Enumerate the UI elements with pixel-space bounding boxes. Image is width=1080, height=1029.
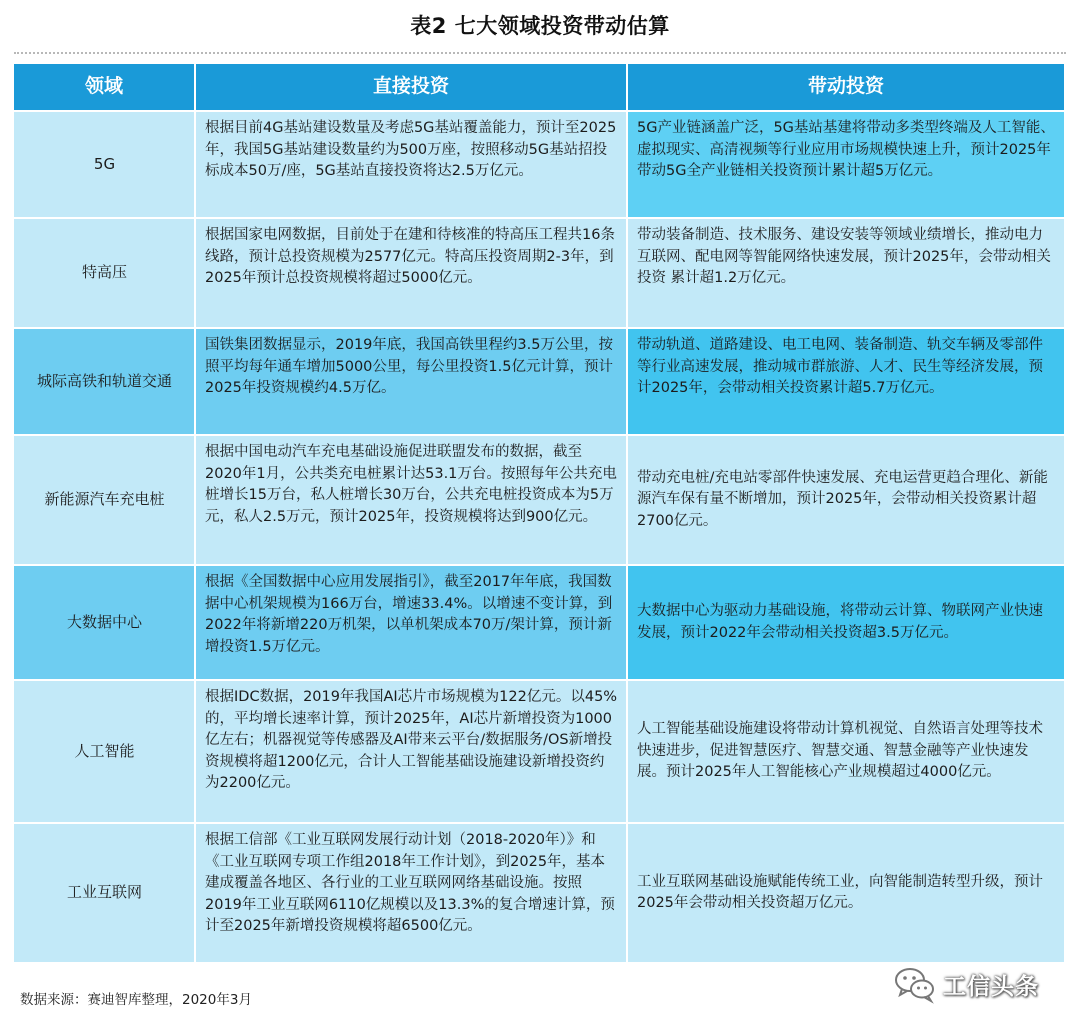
row-driven: 带动装备制造、技术服务、建设安装等领域业绩增长，推动电力互联网、配电网等智能网络快速发展，预计2025年，会带动相关投资 累计超1.2万亿元。	[628, 219, 1064, 329]
wechat-icon	[893, 964, 937, 1004]
row-direct: 国铁集团数据显示，2019年底，我国高铁里程约3.5万公里，按照平均每年通车增加5000公里，每公里投资1.5亿元计算，预计2025年投资规模约4.5万亿。	[196, 329, 628, 436]
row-driven	[628, 566, 1064, 681]
row-direct: 根据工信部《工业互联网发展行动计划（2018-2020年）》和《工业互联网专项工作组2018年工作计划》，到2025年，基本建成覆盖各地区、各行业的工业互联网网络基础设施。按照2019年工业互联网6110亿规模以及13.3%的复合增速计算，预计至2025年新增投资规模将超6500亿元。	[196, 824, 628, 964]
investment-table	[14, 64, 1064, 964]
row-field: 新能源汽车充电桩	[14, 436, 196, 566]
row-driven	[628, 436, 1064, 566]
row-field: 5G	[14, 112, 196, 219]
row-driven-text: 工业互联网基础设施赋能传统工业，向智能制造转型升级，预计2025年会带动相关投资超万亿元。	[637, 873, 1043, 911]
watermark-text: 工信头条	[943, 973, 1039, 1000]
row-direct: 根据IDC数据，2019年我国AI芯片市场规模为122亿元。以45%的，平均增长速率计算，预计2025年，AI芯片新增投资为1000亿左右；机器视觉等传感器及AI带来云平台/数据服务/OS新增投资规模将超1200亿元，合计人工智能基础设施建设新增投资约为2200亿元。	[196, 681, 628, 824]
row-direct: 根据中国电动汽车充电基础设施促进联盟发布的数据，截至2020年1月，公共类充电桩累计达53.1万台。按照每年公共充电桩增长15万台，私人桩增长30万台，公共充电桩投资成本为5万元，私人2.5万元，预计2025年，投资规模将达到900亿元。	[196, 436, 628, 566]
row-field: 城际高铁和轨道交通	[14, 329, 196, 436]
header-driven: 带动投资	[628, 64, 1064, 112]
row-field: 人工智能	[14, 681, 196, 824]
row-driven	[628, 681, 1064, 824]
row-field: 大数据中心	[14, 566, 196, 681]
row-direct: 根据目前4G基站建设数量及考虑5G基站覆盖能力，预计至2025年，我国5G基站建设数量约为500万座，按照移动5G基站招投标成本50万/座，5G基站直接投资将达2.5万亿元。	[196, 112, 628, 219]
row-driven-text: 大数据中心为驱动力基础设施，将带动云计算、物联网产业快速发展，预计2022年会带动相关投资超3.5万亿元。	[637, 603, 1043, 641]
row-direct: 根据国家电网数据，目前处于在建和待核准的特高压工程共16条线路，预计总投资规模为2577亿元。特高压投资周期2-3年，到2025年预计总投资规模将超过5000亿元。	[196, 219, 628, 329]
row-driven-text: 带动充电桩/充电站零部件快速发展、充电运营更趋合理化、新能源汽车保有量不断增加，预计2025年，会带动相关投资累计超2700亿元。	[637, 469, 1048, 529]
row-direct: 根据《全国数据中心应用发展指引》，截至2017年年底，我国数据中心机架规模为166万台，增速33.4%。以增速不变计算，到2022年将新增220万机架，以单机架成本70万/架计算，预计新增投资1.5万亿元。	[196, 566, 628, 681]
watermark	[893, 962, 1063, 1006]
table-title: 表2 七大领域投资带动估算	[410, 14, 670, 38]
row-driven-text: 人工智能基础设施建设将带动计算机视觉、自然语言处理等技术快速进步，促进智慧医疗、智慧交通、智慧金融等产业快速发展。预计2025年人工智能核心产业规模超过4000亿元。	[637, 721, 1043, 781]
row-field: 特高压	[14, 219, 196, 329]
row-driven	[628, 824, 1064, 964]
row-driven: 带动轨道、道路建设、电工电网、装备制造、轨交车辆及零部件等行业高速发展，推动城市群旅游、人才、民生等经济发展，预计2025年，会带动相关投资累计超5.7万亿元。	[628, 329, 1064, 436]
dotted-divider	[14, 52, 1066, 54]
header-direct: 直接投资	[196, 64, 628, 112]
header-field: 领域	[14, 64, 196, 112]
row-field: 工业互联网	[14, 824, 196, 964]
row-driven: 5G产业链涵盖广泛，5G基站基建将带动多类型终端及人工智能、虚拟现实、高清视频等行业应用市场规模快速上升，预计2025年带动5G全产业链相关投资预计累计超5万亿元。	[628, 112, 1064, 219]
data-source-note: 数据来源：赛迪智库整理，2020年3月	[20, 992, 252, 1008]
